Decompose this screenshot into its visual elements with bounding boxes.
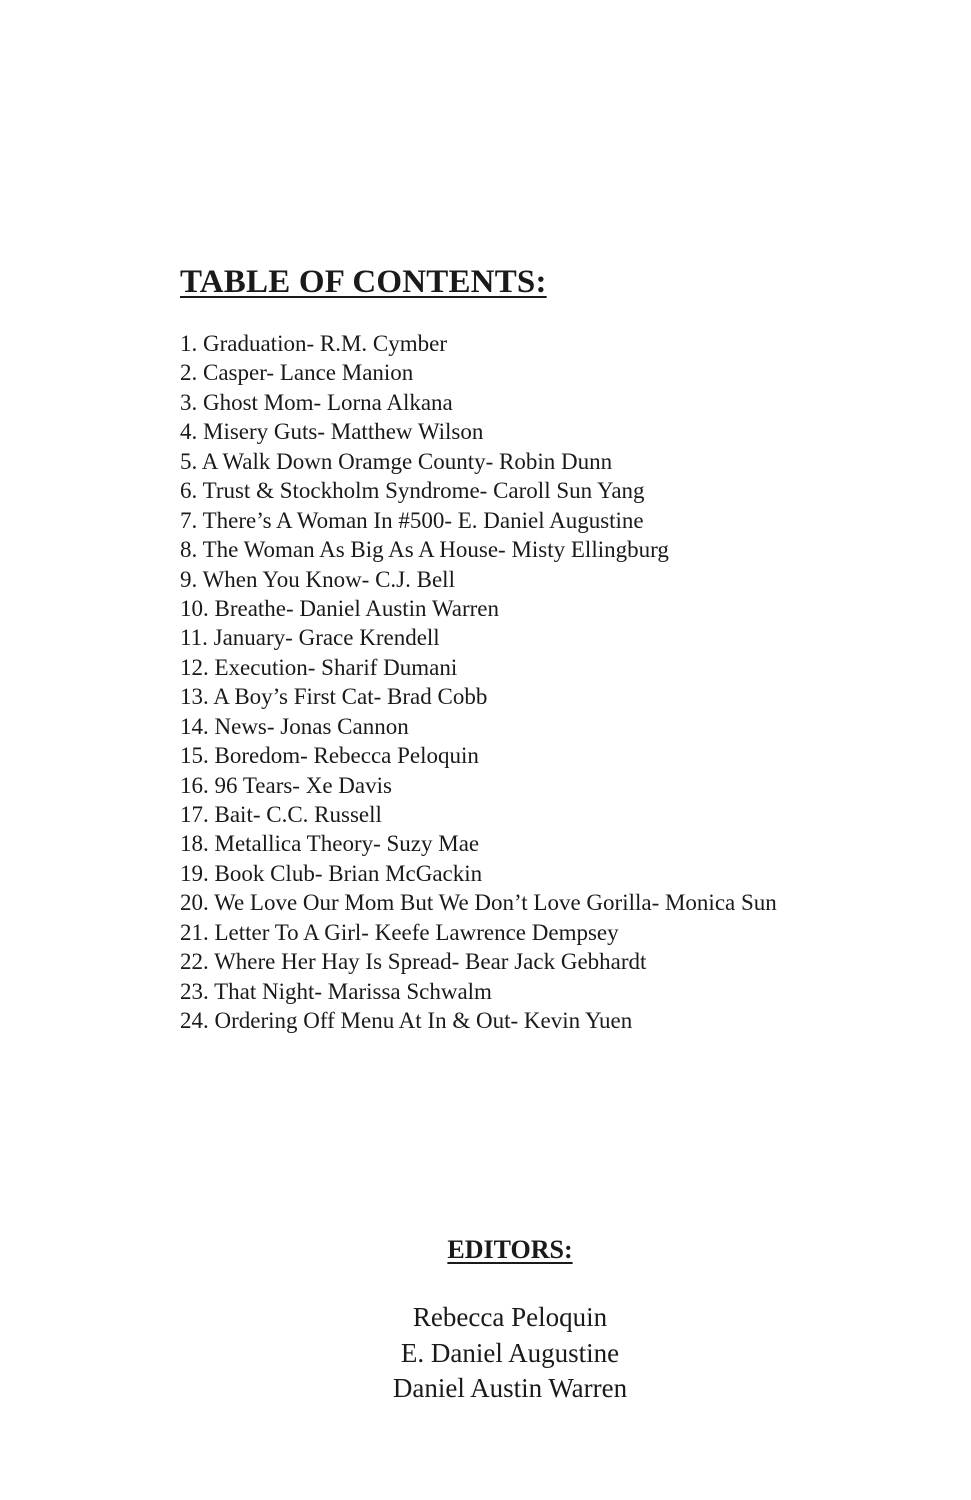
toc-entry: 5. A Walk Down Oramge County- Robin Dunn — [180, 448, 613, 474]
toc-entry: 14. News- Jonas Cannon — [180, 713, 409, 739]
toc-entry: 9. When You Know- C.J. Bell — [180, 566, 455, 592]
editor-name: Daniel Austin Warren — [392, 1373, 628, 1403]
toc-entry: 12. Execution- Sharif Dumani — [180, 654, 458, 680]
toc-entry: 11. January- Grace Krendell — [180, 625, 440, 651]
toc-entry: 10. Breathe- Daniel Austin Warren — [180, 595, 499, 621]
toc-entry: 18. Metallica Theory- Suzy Mae — [180, 831, 480, 857]
editors-heading: EDITORS: — [447, 1235, 573, 1264]
toc-entry: 24. Ordering Off Menu At In & Out- Kevin Yuen — [180, 1008, 633, 1034]
toc-entry: 15. Boredom- Rebecca Peloquin — [180, 743, 479, 769]
toc-entry: 20. We Love Our Mom But We Don’t Love Gorilla- Monica Sun — [180, 890, 777, 916]
toc-list — [180, 329, 777, 1036]
toc-entry: 3. Ghost Mom- Lorna Alkana — [180, 389, 453, 415]
toc-entry: 23. That Night- Marissa Schwalm — [180, 978, 492, 1004]
toc-entry: 13. A Boy’s First Cat- Brad Cobb — [180, 684, 488, 710]
toc-entry: 16. 96 Tears- Xe Davis — [180, 772, 392, 798]
toc-entry: 7. There’s A Woman In #500- E. Daniel Augustine — [180, 507, 644, 533]
editor-name: Rebecca Peloquin — [412, 1302, 608, 1332]
toc-entry: 2. Casper- Lance Manion — [180, 360, 414, 386]
toc-entry: 8. The Woman As Big As A House- Misty Ellingburg — [180, 537, 669, 563]
toc-entry: 22. Where Her Hay Is Spread- Bear Jack Gebhardt — [180, 949, 647, 975]
toc-entry: 17. Bait- C.C. Russell — [180, 802, 382, 827]
toc-heading: TABLE OF CONTENTS: — [180, 264, 547, 300]
toc-entry: 21. Letter To A Girl- Keefe Lawrence Dempsey — [180, 919, 619, 945]
editor-list — [260, 1300, 760, 1407]
toc-entry: 4. Misery Guts- Matthew Wilson — [180, 419, 484, 445]
editor-name: E. Daniel Augustine — [400, 1337, 620, 1368]
editors-section — [260, 1232, 760, 1407]
toc-entry: 6. Trust & Stockholm Syndrome- Caroll Sun Yang — [180, 478, 645, 504]
toc-entry: 1. Graduation- R.M. Cymber — [180, 331, 448, 356]
toc-entry: 19. Book Club- Brian McGackin — [180, 860, 483, 886]
